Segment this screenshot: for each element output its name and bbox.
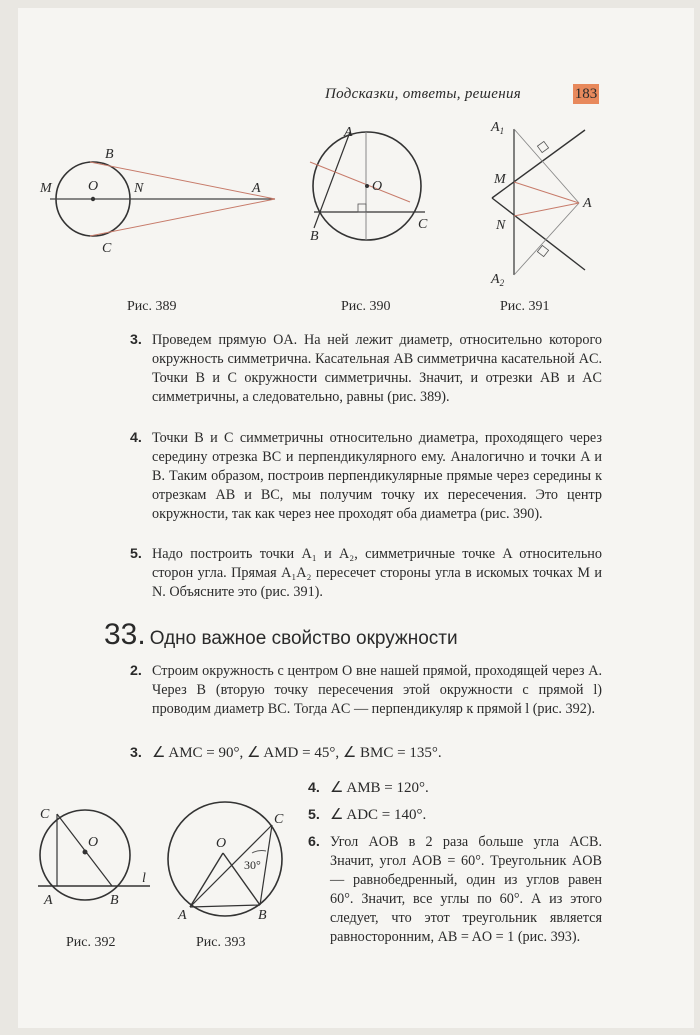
fig392-label-l: l (142, 871, 146, 886)
fig391-label-a: A (583, 196, 592, 211)
fig389-tangent-ab (90, 162, 275, 199)
figure-393 (160, 795, 300, 925)
fig393-radius-oa (190, 853, 223, 907)
fig393-label-c: C (274, 812, 284, 827)
fig390-label-o: O (372, 179, 383, 194)
fig391-label-a1: $A_1$ (491, 120, 505, 136)
fig392-caption: Рис. 392 (66, 935, 116, 950)
fig390-center (365, 184, 369, 188)
fig392-label-c: C (40, 807, 50, 822)
fig391-label-n: N (496, 218, 506, 233)
fig393-caption: Рис. 393 (196, 935, 246, 950)
answer-item-6b (308, 833, 602, 947)
answer-item-2 (130, 662, 602, 719)
page-number: 183 (574, 86, 598, 102)
item-text: Строим окружность с центром O вне нашей прямой, проходящей через A. Через B (вторую точку пересечения этой окружности с прямой l) проводим диаметр BC. Тогда AC — перпендикуляр к прямой l (рис. 392). (152, 663, 602, 717)
fig390-label-b: B (310, 229, 319, 244)
fig393-label-b: B (258, 908, 267, 923)
fig391-label-m: M (494, 172, 506, 187)
item-text: Точки B и C симметричны относительно диаметра, проходящего через середину отрезка BC и перпендикулярного ему. Аналогично и точки A и B. Таким образом, построив перпендикулярные прямые через середины к отрезкам AB и BC, мы получим точку их пересечения. Это центр окружности, так как через нее проходят оба диаметра (рис. 390). (152, 430, 602, 522)
item-number: 3. (130, 745, 142, 761)
fig393-circle (168, 802, 282, 916)
fig391-side-lower (492, 198, 585, 270)
item-number: 6. (308, 834, 320, 850)
section-heading (104, 618, 458, 652)
running-header: Подсказки, ответы, решения (325, 86, 522, 102)
fig392-label-o: O (88, 835, 99, 850)
fig393-label-o: O (216, 836, 227, 851)
answer-item-5b (308, 806, 602, 825)
fig389-label-n: N (134, 181, 144, 196)
item-number: 2. (130, 663, 142, 679)
section-title: Одно важное свойство окружности (149, 628, 458, 649)
fig390-chord-ab (314, 132, 350, 228)
item-text: Проведем прямую OA. На ней лежит диаметр, относительно которого окружность симметрична. Касательная AB симметрична касательной AC. Точки B и C окружности симметричны. Значит, и отрезки AB и AC симметричны, а следовательно, равны (рис. 389). (152, 332, 602, 405)
fig389-label-c: C (102, 241, 112, 255)
figure-392 (30, 800, 160, 915)
fig390-right-angle (358, 204, 366, 212)
fig391-right-angle-upper (537, 141, 548, 152)
figure-390 (300, 120, 440, 250)
fig393-angle-arc (252, 851, 266, 853)
fig389-caption: Рис. 389 (127, 299, 177, 314)
fig393-chord-ab (190, 905, 260, 907)
fig391-seg-a1a (514, 129, 579, 203)
fig392-label-b: B (110, 893, 119, 908)
item-text: ∠ AMC = 90°, ∠ AMD = 45°, ∠ BMC = 135°. (152, 745, 442, 761)
fig389-label-a: A (252, 181, 261, 196)
fig391-label-a2: $A_2$ (491, 272, 505, 288)
item-text: ∠ AMB = 120°. (330, 780, 429, 796)
answer-item-4 (130, 429, 602, 524)
item-number: 5. (130, 546, 142, 562)
fig391-caption: Рис. 391 (500, 299, 550, 314)
fig392-center (83, 850, 88, 855)
fig393-angle-label: 30° (244, 858, 261, 872)
item-number: 3. (130, 332, 142, 348)
fig390-label-c: C (418, 217, 428, 232)
item-number: 5. (308, 807, 320, 823)
fig392-label-a: A (44, 893, 53, 908)
answer-item-4b (308, 779, 602, 798)
fig389-label-o: O (88, 179, 99, 194)
fig393-label-a: A (178, 908, 187, 923)
answer-item-3 (130, 331, 602, 407)
fig390-label-a: A (344, 125, 353, 140)
item-text: Надо построить точки A₁ и A₂, симметричные точке A относительно сторон угла. Прямая A₁A₂ пересечет стороны угла в искомых точках M и N. Объясните это (рис. 391). (152, 546, 602, 600)
fig391-side-upper (492, 130, 585, 198)
item-number: 4. (308, 780, 320, 796)
fig389-tangent-ac (90, 199, 275, 236)
section-number: 33. (104, 618, 146, 651)
item-number: 4. (130, 430, 142, 446)
fig390-bisector-ab (310, 162, 410, 202)
figure-389 (30, 140, 290, 255)
fig389-label-m: M (40, 181, 52, 196)
fig389-label-b: B (105, 147, 114, 162)
fig390-caption: Рис. 390 (341, 299, 391, 314)
answer-item-5 (130, 545, 602, 602)
item-text: ∠ ADC = 140°. (330, 807, 427, 823)
fig389-center (91, 197, 95, 201)
answer-item-3b (130, 744, 602, 763)
figure-391 (485, 115, 600, 290)
item-text: Угол AOB в 2 раза больше угла ACB. Значит, угол AOB = 60°. Треугольник AOB — равнобедренный, один из углов равен 60°. Значит, все углы по 60°. А из этого следует, что этот треугольник является равносторонним, AB = AO = 1 (рис. 393). (330, 834, 602, 945)
